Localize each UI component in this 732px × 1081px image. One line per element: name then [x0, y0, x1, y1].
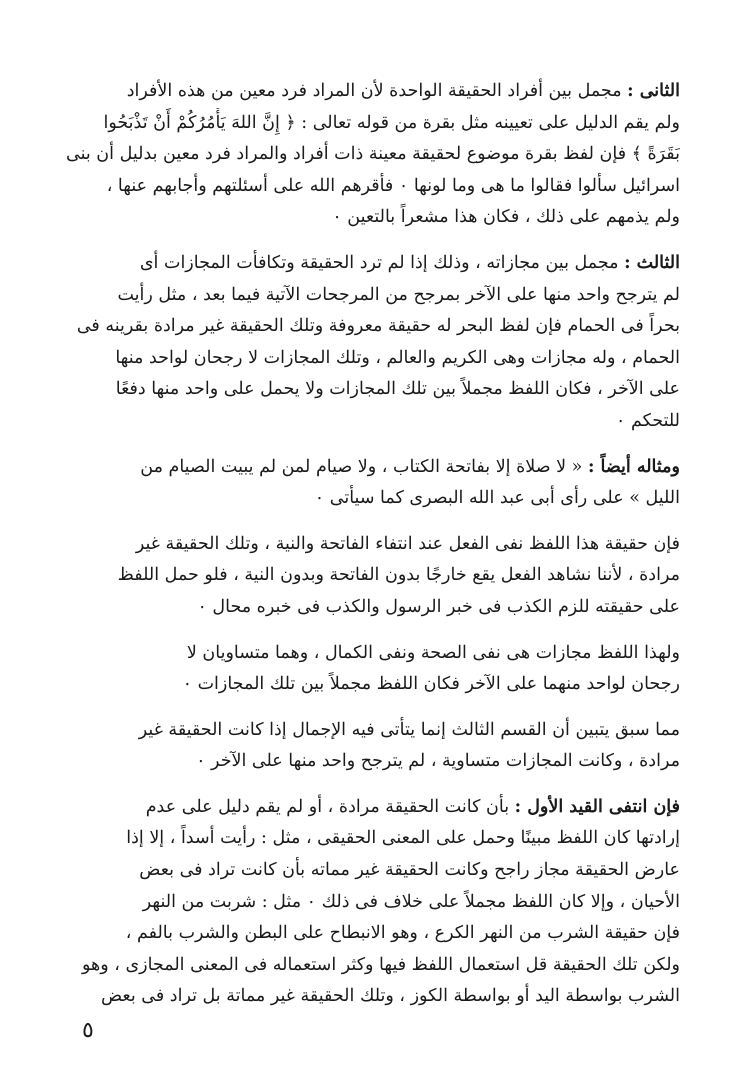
- text-line: على الآخر ، فكان اللفظ مجملاً بين تلك المجازات ولا يحمل على واحد منها دفعًا: [115, 379, 680, 400]
- text-line: فإن حقيقة الشرب من النهر الكرع ، وهو الانبطاح على البطن والشرب بالفم ،: [125, 923, 680, 944]
- text-line: ولم يذمهم على ذلك ، فكان هذا مشعراً بالتعين ٠: [332, 207, 680, 228]
- text-line: عارض الحقيقة مجاز راجح وكانت الحقيقة غير مماته بأن كانت تراد فى بعض: [139, 860, 680, 881]
- text-line: رجحان لواحد منهما على الآخر فكان اللفظ مجملاً بين تلك المجازات ٠: [182, 674, 680, 695]
- text-line: مما سبق يتبين أن القسم الثالث إنما يتأتى فيه الإجمال إذا كانت الحقيقة غير: [138, 719, 680, 740]
- text-line: بَقَرَةً ﴾ فإن لفظ بقرة موضوع لحقيقة معينة ذات أفراد والمراد فرد معين بدليل أن بنى: [66, 144, 680, 165]
- text-line: إرادتها كان اللفظ مبينًا وحمل على المعنى الحقيقى ، مثل : رأيت أسداً ، إلا إذا: [126, 828, 680, 849]
- paragraph-heading: ومثاله أيضاً :: [587, 456, 680, 477]
- text-line: الثانى : مجمل بين أفراد الحقيقة الواحدة لأن المراد فرد معين من هذه الأفراد: [126, 81, 680, 101]
- paragraph-heading: فإن انتفى القيد الأول :: [514, 796, 680, 817]
- text-line: ولهذا اللفظ مجازات هى نفى الصحة ونفى الكمال ، وهما متساويان لا: [186, 642, 680, 663]
- text-line: الحمام ، وله مجازات وهى الكريم والعالم ، وتلك المجازات لا رجحان لواحد منها: [115, 347, 680, 368]
- paragraph-metaphors: [52, 638, 680, 701]
- text-line: بحراً فى الحمام فإن لفظ البحر له حقيقة معروفة وتلك الحقيقة غير مرادة بقرينه فى: [76, 316, 680, 337]
- text-line: الليل » على رأى أبى عبد الله البصرى كما سيأتى ٠: [314, 488, 680, 509]
- text-line: الشرب بواسطة اليد أو بواسطة الكوز ، وتلك الحقيقة غير مماتة بل تراد فى بعض: [100, 986, 680, 1007]
- text-line: اسرائيل سألوا فقالوا ما هى وما لونها ٠ فأقرهم الله على أسئلتهم وأجابهم عنها ،: [106, 175, 680, 196]
- text-line: مرادة ، لأننا نشاهد الفعل يقع خارجًا بدون الفاتحة وبدون النية ، فلو حمل اللفظ: [117, 565, 680, 586]
- paragraph-second: [52, 76, 680, 234]
- paragraph-example: [52, 452, 680, 515]
- paragraph-third: [52, 248, 680, 438]
- text-line: الثالث : مجمل بين مجازاته ، وذلك إذا لم ترد الحقيقة وتكافأت المجازات أى: [139, 252, 680, 273]
- paragraph-reality: [52, 529, 680, 624]
- paragraph-heading: الثالث :: [624, 252, 680, 273]
- paragraph-conclusion: [52, 715, 680, 778]
- page-body: [52, 76, 680, 1027]
- text-line: على حقيقته للزم الكذب فى خبر الرسول والكذب فى خبره محال ٠: [197, 596, 680, 617]
- text-line: فإن حقيقة هذا اللفظ نفى الفعل عند انتفاء الفاتحة والنية ، وتلك الحقيقة غير: [135, 533, 680, 554]
- paragraph-first-condition: [52, 792, 680, 1013]
- text-line: لم يترجح واحد منها على الآخر بمرجح من المرجحات الآتية فيما بعد ، مثل رأيت: [117, 284, 680, 305]
- page-number: ٥: [82, 1018, 94, 1043]
- text-line: ولكن تلك الحقيقة قل استعمال اللفظ فيها وكثر استعماله فى المعنى المجازى ، وهو: [81, 954, 680, 975]
- text-line: الأحيان ، وإلا كان اللفظ مجملاً على خلاف فى ذلك ٠ مثل : شربت من النهر: [142, 891, 680, 912]
- text-line: للتحكم ٠: [616, 410, 680, 431]
- text-line: ومثاله أيضاً : « لا صلاة إلا بفاتحة الكتاب ، ولا صيام لمن لم يبيت الصيام من: [140, 456, 680, 477]
- text-line: فإن انتفى القيد الأول : بأن كانت الحقيقة مرادة ، أو لم يقم دليل على عدم: [145, 796, 680, 817]
- paragraph-heading: الثانى :: [627, 81, 680, 101]
- text-line: مرادة ، وكانت المجازات متساوية ، لم يترجح واحد منها على الآخر ٠: [196, 751, 680, 772]
- text-line: ولم يقم الدليل على تعيينه مثل بقرة من قوله تعالى : ﴿ إِنَّ اللهَ يَأْمُرُكُمْ أَنْ تَذْبَحُوا: [103, 112, 680, 133]
